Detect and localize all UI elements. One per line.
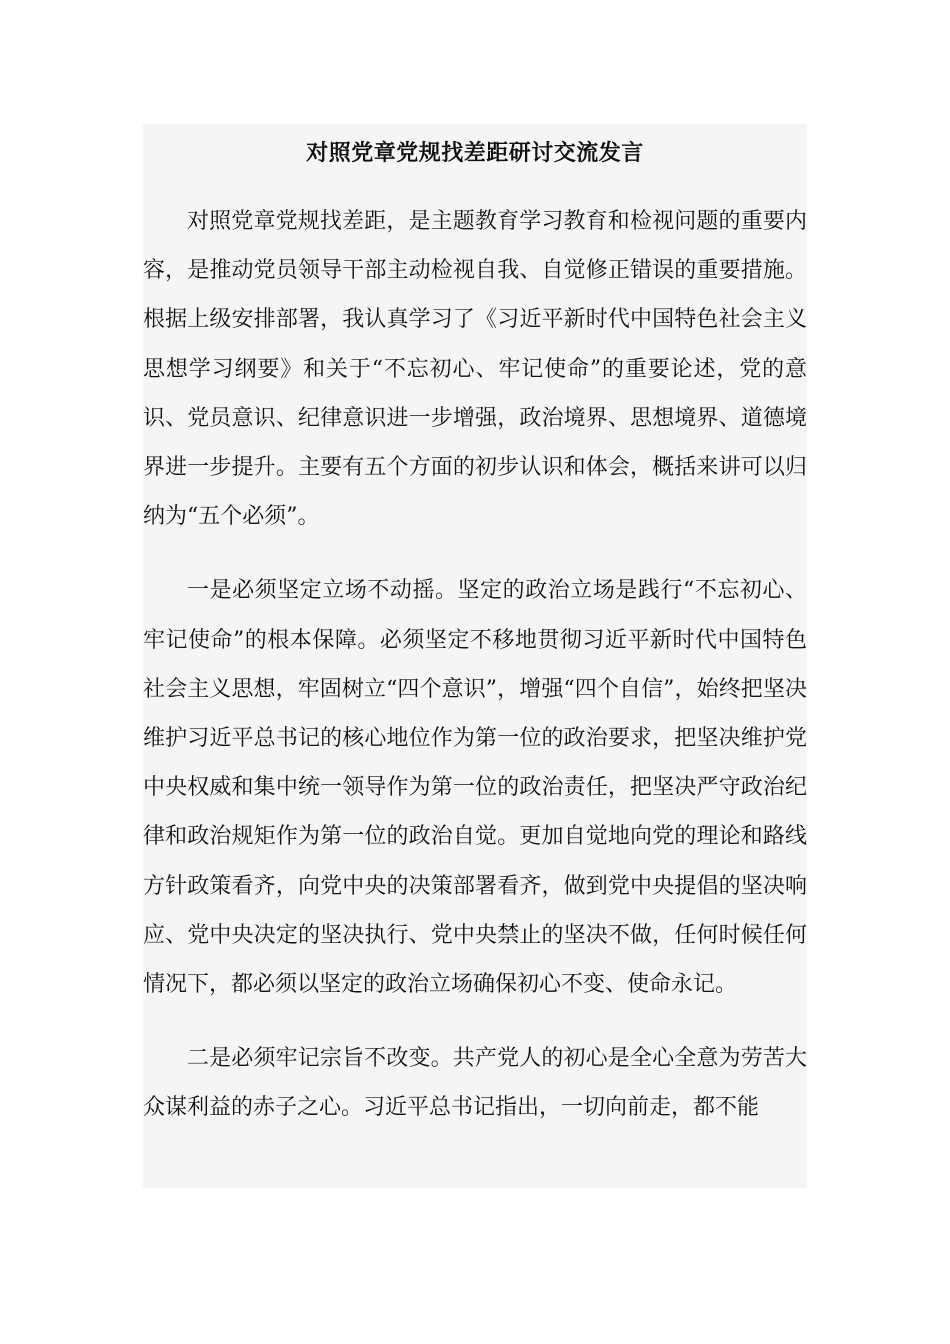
- paragraph-point-two: 二是必须牢记宗旨不改变。共产党人的初心是全心全意为劳苦大众谋利益的赤子之心。习近平总书记指出，一切向前走，都不能: [143, 1046, 807, 1121]
- document-page: [143, 124, 807, 1188]
- paragraph-point-one: 一是必须坚定立场不动摇。坚定的政治立场是践行“不忘初心、牢记使命”的根本保障。必须坚定不移地贯彻习近平新时代中国特色社会主义思想，牢固树立“四个意识”，增强“四个自信”，始终把坚决维护习近平总书记的核心地位作为第一位的政治要求，把坚决维护党中央权威和集中统一领导作为第一位的政治责任，把坚决严守政治纪律和政治规矩作为第一位的政治自觉。更加自觉地向党的理论和路线方针政策看齐，向党中央的决策部署看齐，做到党中央提倡的坚决响应、党中央决定的坚决执行、党中央禁止的坚决不做，任何时候任何情况下，都必须以坚定的政治立场确保初心不变、使命永记。: [143, 578, 807, 998]
- document-title: 对照党章党规找差距研讨交流发言: [306, 140, 644, 166]
- paragraph-intro: 对照党章党规找差距，是主题教育学习教育和检视问题的重要内容，是推动党员领导干部主动检视自我、自觉修正错误的重要措施。根据上级安排部署，我认真学习了《习近平新时代中国特色社会主义思想学习纲要》和关于“不忘初心、牢记使命”的重要论述，党的意识、党员意识、纪律意识进一步增强，政治境界、思想境界、道德境界进一步提升。主要有五个方面的初步认识和体会，概括来讲可以归纳为“五个必须”。: [143, 209, 807, 530]
